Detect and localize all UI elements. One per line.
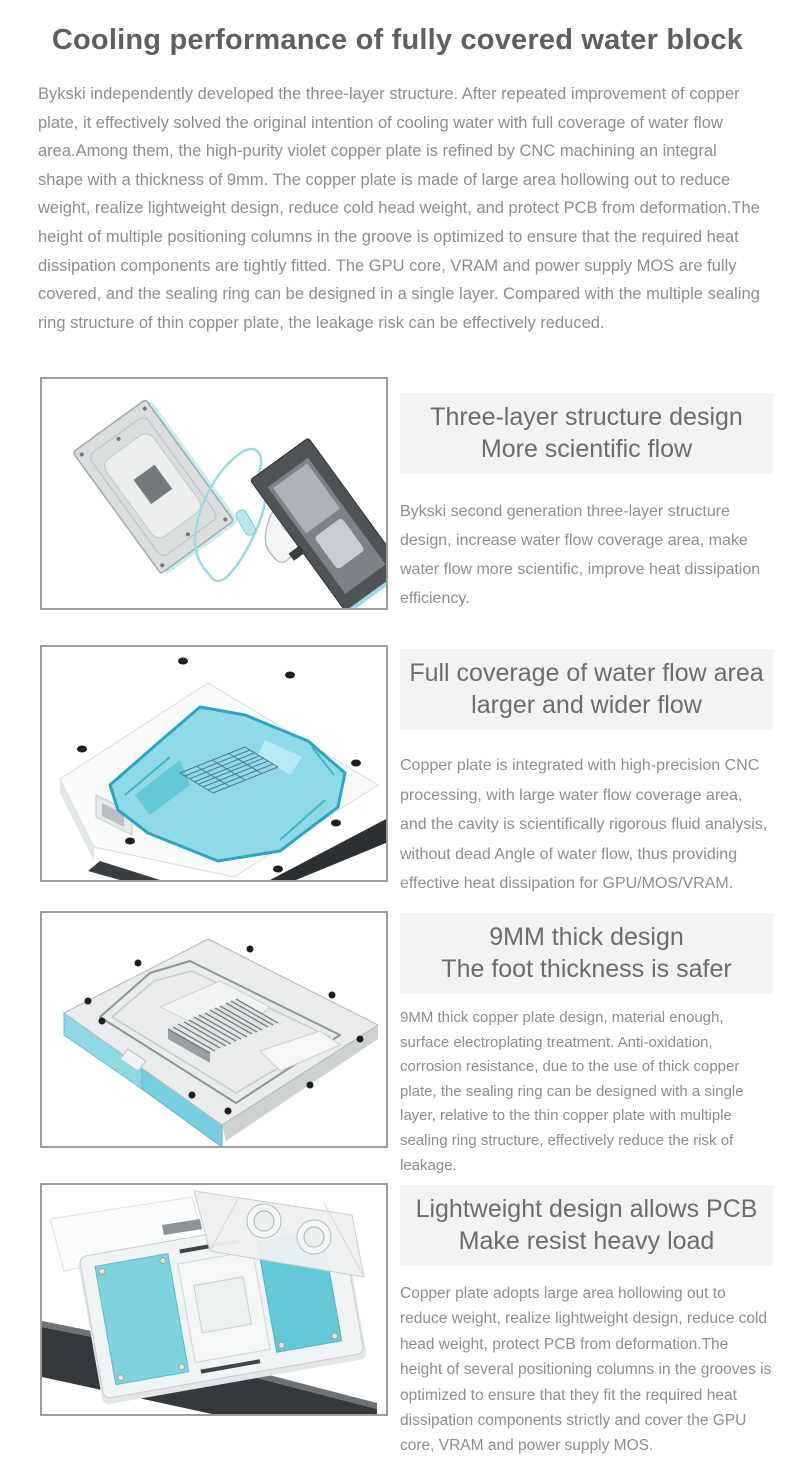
heading-line: Three-layer structure design [430, 403, 743, 431]
image-frame-9mm-plate [40, 911, 388, 1148]
three-layer-exploded-image [42, 379, 386, 608]
intro-paragraph: Bykski independently developed the three-layer structure. After repeated improvement of copper plate, it effectively solved the original intention of cooling water with full coverage of water flow area.Among them, the high-purity violet copper plate is refined by CNC machining an integral shape with a thickness of 9mm. The copper plate is made of large area hollowing out to reduce weight, realize lightweight design, reduce cold head weight, and protect PCB from deformation.The height of multiple positioning columns in the groove is optimized to ensure that the required heat dissipation components are tightly fitted. The GPU core, VRAM and power supply MOS are fully covered, and the sealing ring can be designed in a single layer. Compared with the multiple sealing ring structure of thin copper plate, the leakage risk can be effectively reduced. [38, 85, 760, 332]
section-heading-three-layer [400, 393, 773, 474]
section-heading-full-coverage [400, 649, 773, 730]
heading-line: More scientific flow [480, 435, 693, 463]
thick-copper-plate-image [42, 913, 386, 1146]
heading-line: Full coverage of water flow area [409, 659, 764, 687]
section-lightweight [400, 1185, 773, 1459]
lightweight-block-image [42, 1185, 386, 1414]
water-flow-area-image [42, 647, 386, 880]
section-body-9mm-thick: 9MM thick copper plate design, material enough, surface electroplating treatment. Anti-oxidation, corrosion resistance, due to the use of thick copper plate, the sealing ring can be designed with a single layer, relative to the thin copper plate with multiple sealing ring structure, effectively reduce the risk of leakage. [400, 1009, 744, 1174]
heading-line: 9MM thick design [489, 923, 684, 951]
heading-line: The foot thickness is safer [441, 955, 732, 983]
heading-line: Make resist heavy load [458, 1227, 715, 1255]
section-three-layer [400, 393, 773, 613]
section-body-lightweight: Copper plate adopts large area hollowing out to reduce weight, realize lightweight design, reduce cold head weight, protect PCB from deformation.The height of several positioning columns in the grooves is optimized to ensure that they fit the required heat dissipation components strictly and cover the GPU core, VRAM and power supply MOS. [400, 1285, 772, 1455]
page-title: Cooling performance of fully covered water block [51, 24, 744, 56]
image-frame-water-flow [40, 645, 388, 882]
section-heading-lightweight [400, 1185, 773, 1266]
section-body-full-coverage: Copper plate is integrated with high-precision CNC processing, with large water flow coverage area, and the cavity is scientifically rigorous fluid analysis, without dead Angle of water flow, thus providing effective heat dissipation for GPU/MOS/VRAM. [400, 757, 768, 892]
section-heading-9mm-thick [400, 913, 773, 994]
section-body-three-layer: Bykski second generation three-layer structure design, increase water flow coverage area, make water flow more scientific, improve heat dissipation efficiency. [400, 503, 761, 607]
section-full-coverage [400, 649, 773, 899]
heading-line: larger and wider flow [471, 691, 702, 719]
image-frame-lightweight [40, 1183, 388, 1416]
image-frame-three-layer [40, 377, 388, 610]
heading-line: Lightweight design allows PCB [415, 1195, 758, 1223]
section-9mm-thick [400, 913, 773, 1178]
